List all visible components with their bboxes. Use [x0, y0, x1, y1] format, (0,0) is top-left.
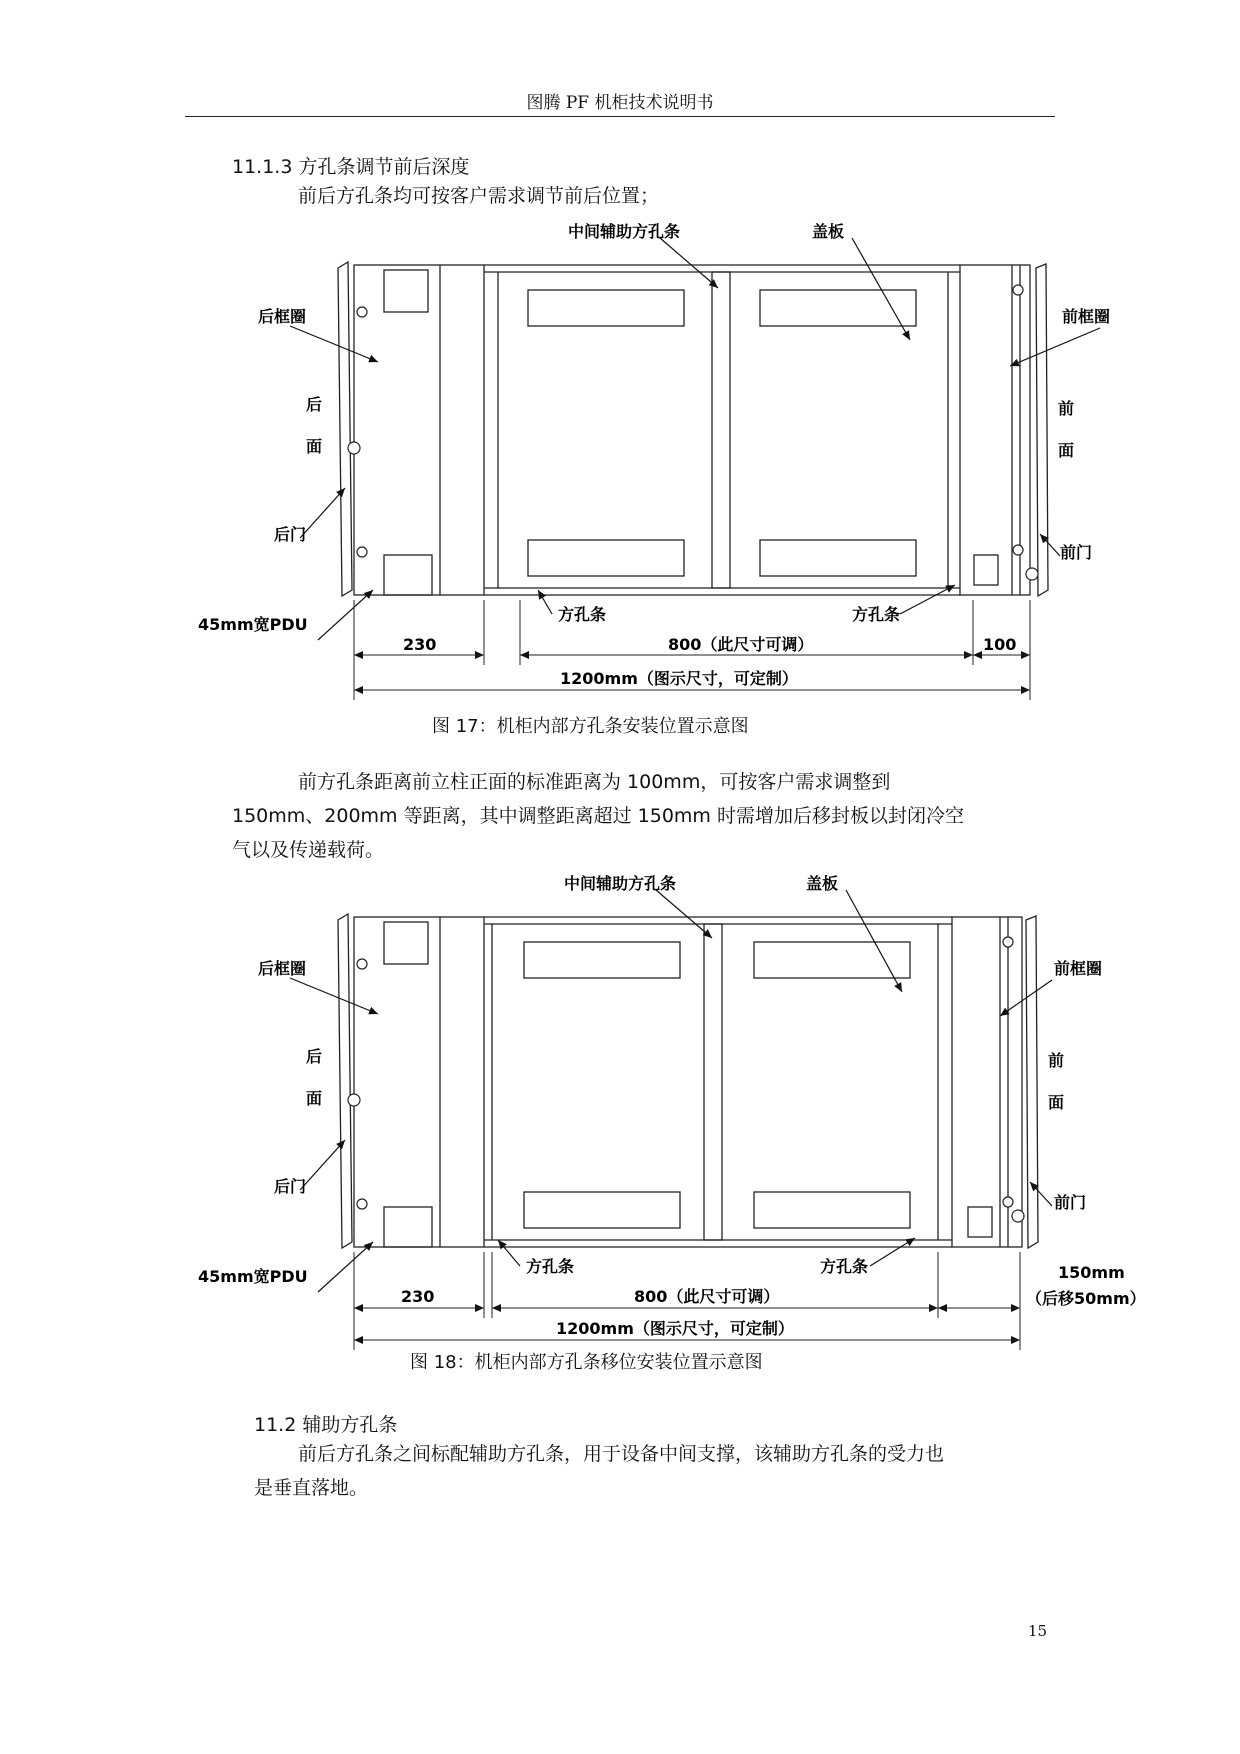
- label-rear-1: 后: [306, 395, 323, 414]
- label-rear-door: 后门: [274, 525, 307, 544]
- dim-150: 150mm: [1058, 1263, 1125, 1282]
- label-front-2: 面: [1048, 1093, 1065, 1112]
- section-heading-11-2: 11.2 辅助方孔条: [254, 1414, 398, 1436]
- document-header: 图腾 PF 机柜技术说明书: [526, 93, 714, 113]
- label-rear-door: 后门: [274, 1177, 307, 1196]
- label-rear-1: 后: [306, 1047, 323, 1066]
- paragraph-line-1: 前方孔条距离前立柱正面的标准距离为 100mm，可按客户需求调整到: [298, 771, 891, 793]
- dim-230: 230: [401, 1287, 435, 1306]
- figure-18-diagram: [0, 870, 1240, 1360]
- dim-230: 230: [403, 635, 437, 654]
- label-strip-right: 方孔条: [820, 1257, 869, 1276]
- label-rear-frame: 后框圈: [258, 959, 307, 978]
- label-front-door: 前门: [1054, 1193, 1087, 1212]
- label-strip-left: 方孔条: [526, 1257, 575, 1276]
- label-mid-strip: 中间辅助方孔条: [564, 874, 677, 893]
- section-11-2-line-2: 是垂直落地。: [254, 1477, 369, 1499]
- label-rear-frame: 后框圈: [258, 307, 307, 326]
- label-front-1: 前: [1048, 1051, 1065, 1070]
- label-rear-2: 面: [306, 437, 323, 456]
- label-strip-left: 方孔条: [558, 605, 607, 624]
- label-mid-strip: 中间辅助方孔条: [568, 222, 681, 241]
- label-front-2: 面: [1058, 441, 1075, 460]
- label-cover: 盖板: [806, 874, 839, 893]
- label-strip-right: 方孔条: [852, 605, 901, 624]
- dim-total: 1200mm（图示尺寸，可定制）: [560, 669, 798, 688]
- paragraph-line-3: 气以及传递载荷。: [232, 839, 385, 861]
- label-rear-2: 面: [306, 1089, 323, 1108]
- dim-800: 800（此尺寸可调）: [668, 635, 814, 654]
- page-number: 15: [1028, 1622, 1048, 1640]
- label-front-frame: 前框圈: [1054, 959, 1103, 978]
- dim-total: 1200mm（图示尺寸，可定制）: [556, 1319, 794, 1338]
- figure-18-caption: 图 18：机柜内部方孔条移位安装位置示意图: [410, 1352, 763, 1373]
- label-front-door: 前门: [1060, 543, 1093, 562]
- section-intro: 前后方孔条均可按客户需求调节前后位置；: [298, 185, 660, 207]
- dim-150-note: （后移50mm）: [1026, 1289, 1146, 1308]
- label-front-frame: 前框圈: [1062, 307, 1111, 326]
- label-front-1: 前: [1058, 399, 1075, 418]
- figure-17-caption: 图 17：机柜内部方孔条安装位置示意图: [432, 716, 749, 737]
- dim-100: 100: [983, 635, 1017, 654]
- dim-800: 800（此尺寸可调）: [634, 1287, 780, 1306]
- section-11-2-line-1: 前后方孔条之间标配辅助方孔条，用于设备中间支撑，该辅助方孔条的受力也: [298, 1443, 945, 1465]
- section-heading-11-1-3: 11.1.3 方孔条调节前后深度: [232, 156, 470, 178]
- figure-17-diagram: [0, 0, 1240, 730]
- label-pdu: 45mm宽PDU: [198, 1267, 308, 1286]
- label-pdu: 45mm宽PDU: [198, 615, 308, 634]
- label-cover: 盖板: [812, 222, 845, 241]
- paragraph-line-2: 150mm、200mm 等距离，其中调整距离超过 150mm 时需增加后移封板以封闭冷空: [232, 805, 964, 827]
